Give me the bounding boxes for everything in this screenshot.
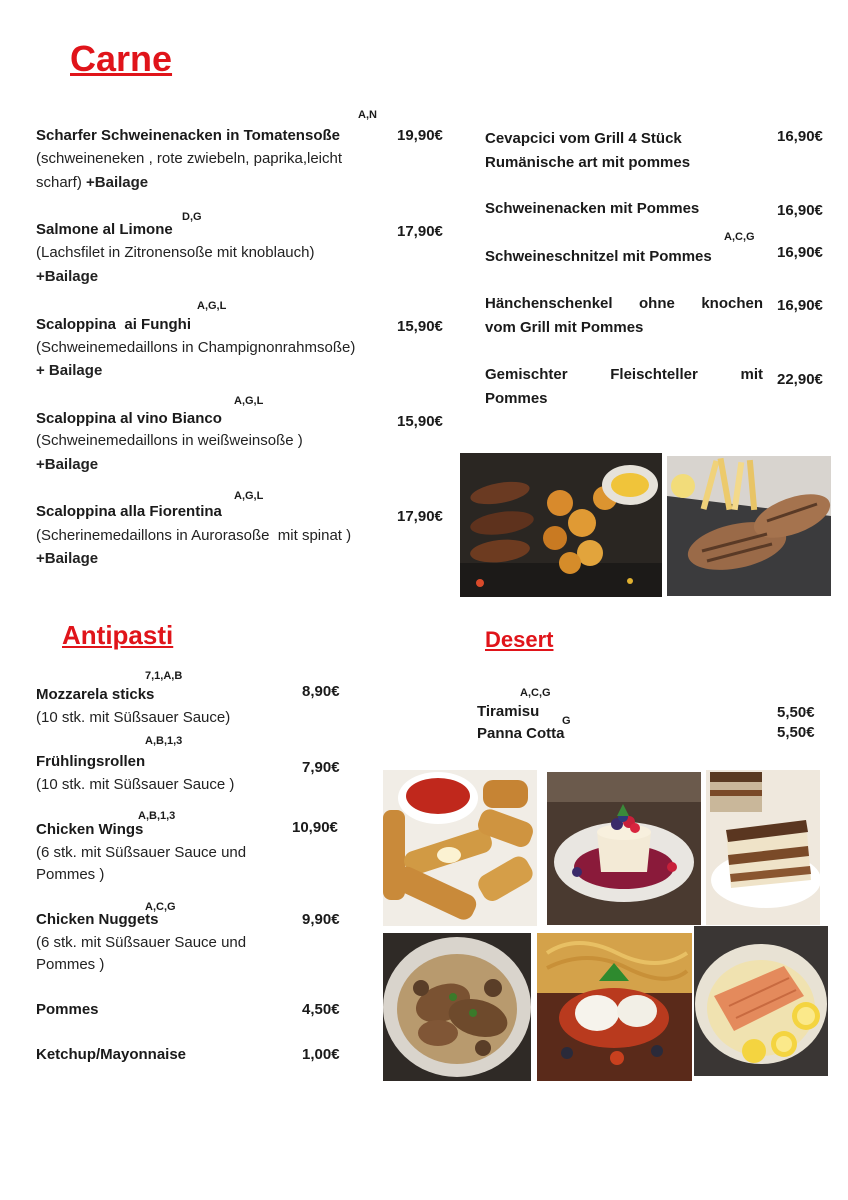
dish-price: 15,90€ xyxy=(397,413,443,430)
allergen-codes: A,C,G xyxy=(520,687,551,699)
allergen-codes: A,C,G xyxy=(145,901,176,913)
dish-name: Mozzarela sticks xyxy=(36,686,155,703)
dish-name xyxy=(485,295,763,312)
scaloppina-fiorentina-photo xyxy=(537,933,692,1081)
dish-name: Chicken Wings xyxy=(36,821,144,838)
dish-price: 16,90€ xyxy=(777,244,823,261)
dish-description: (Schweinemedaillons in weißweinsoße ) xyxy=(36,432,303,449)
allergen-codes: D,G xyxy=(182,211,202,223)
description-text: scharf) xyxy=(36,174,82,191)
dish-name-word: ohne xyxy=(639,295,675,312)
allergen-codes: 7,1,A,B xyxy=(145,670,183,682)
dish-name: Schweineschnitzel mit Pommes xyxy=(485,248,712,265)
dish-description-line2: Pommes ) xyxy=(36,866,105,883)
dish-name: Scaloppina al vino Bianco xyxy=(36,410,222,427)
scaloppina-funghi-photo xyxy=(383,933,531,1081)
allergen-codes: A,G,L xyxy=(234,395,264,407)
dish-price: 19,90€ xyxy=(397,127,443,144)
dish-description-line2: Pommes ) xyxy=(36,956,105,973)
dish-price: 22,90€ xyxy=(777,371,823,388)
dish-price: 4,50€ xyxy=(302,1001,340,1018)
side-dish-label: +Bailage xyxy=(36,550,99,567)
dish-price: 9,90€ xyxy=(302,911,340,928)
antipasti-heading: Antipasti xyxy=(62,620,174,650)
dish-price: 16,90€ xyxy=(777,128,823,145)
dish-name xyxy=(485,366,763,383)
allergen-codes: A,G,L xyxy=(197,300,227,312)
dish-description: (6 stk. mit Süßsauer Sauce und xyxy=(36,934,247,951)
dish-description: (10 stk. mit Süßsauer Sauce) xyxy=(36,709,231,726)
allergen-codes: A,N xyxy=(358,109,377,121)
dish-name: Scaloppina alla Fiorentina xyxy=(36,503,222,520)
dish-price: 17,90€ xyxy=(397,508,443,525)
dish-price: 10,90€ xyxy=(292,819,338,836)
dish-name-line2: Pommes xyxy=(485,390,548,407)
cevapcici-photo xyxy=(460,453,662,597)
dish-name: Scharfer Schweinenacken in Tomatensoße xyxy=(36,127,340,144)
panna-cotta-photo xyxy=(547,772,701,925)
dish-name-word: mit xyxy=(740,366,763,383)
dish-name-line2: Rumänische art mit pommes xyxy=(485,154,691,171)
dish-name: Salmone al Limone xyxy=(36,221,173,238)
dish-description: (Schweinemedaillons in Champignonrahmsoße) xyxy=(36,339,356,356)
dish-name: Chicken Nuggets xyxy=(36,911,159,928)
side-dish-label: +Bailage xyxy=(86,174,149,191)
dish-description-line2 xyxy=(36,172,148,194)
dish-price: 1,00€ xyxy=(302,1046,340,1063)
dish-name: Cevapcici vom Grill 4 Stück xyxy=(485,130,682,147)
allergen-codes: A,B,1,3 xyxy=(138,810,176,822)
dish-price: 5,50€ xyxy=(777,704,815,721)
dish-price: 7,90€ xyxy=(302,759,340,776)
schweinenacken-photo xyxy=(667,456,831,596)
dish-name: Frühlingsrollen xyxy=(36,753,146,770)
dish-name: Ketchup/Mayonnaise xyxy=(36,1046,187,1063)
dish-description: (10 stk. mit Süßsauer Sauce ) xyxy=(36,776,235,793)
dish-name-word: Gemischter xyxy=(485,366,568,383)
dish-name-word: Hänchenschenkel xyxy=(485,295,613,312)
allergen-codes: A,G,L xyxy=(234,490,264,502)
dish-price: 8,90€ xyxy=(302,683,340,700)
dish-description: (6 stk. mit Süßsauer Sauce und xyxy=(36,844,247,861)
mozzarella-sticks-photo xyxy=(383,770,537,926)
carne-heading: Carne xyxy=(70,38,173,79)
dish-name: Pommes xyxy=(36,1001,99,1018)
dish-name-word: Fleischteller xyxy=(610,366,698,383)
dish-price: 5,50€ xyxy=(777,724,815,741)
dish-description: (Scherinemedaillons in Aurorasoße mit spinat ) xyxy=(36,527,352,544)
allergen-codes: G xyxy=(562,715,571,727)
dish-name-line2: vom Grill mit Pommes xyxy=(485,319,644,336)
dish-name: Scaloppina ai Funghi xyxy=(36,316,192,333)
side-dish-label: +Bailage xyxy=(36,456,99,473)
dish-description: (schweineneken , rote zwiebeln, paprika,leicht xyxy=(36,150,342,167)
dish-name: Tiramisu xyxy=(477,703,540,720)
tiramisu-photo xyxy=(706,770,820,925)
side-dish-label: +Bailage xyxy=(36,268,99,285)
desert-heading: Desert xyxy=(485,627,554,652)
allergen-codes: A,C,G xyxy=(724,231,755,243)
dish-description: (Lachsfilet in Zitronensoße mit knoblauch) xyxy=(36,244,315,261)
dish-price: 16,90€ xyxy=(777,202,823,219)
dish-price: 15,90€ xyxy=(397,318,443,335)
dish-name: Panna Cotta xyxy=(477,725,565,742)
dish-price: 17,90€ xyxy=(397,223,443,240)
allergen-codes: A,B,1,3 xyxy=(145,735,183,747)
dish-price: 16,90€ xyxy=(777,297,823,314)
salmone-limone-photo xyxy=(694,926,828,1076)
side-dish-label: + Bailage xyxy=(36,362,103,379)
dish-name: Schweinenacken mit Pommes xyxy=(485,200,700,217)
dish-name-word: knochen xyxy=(701,295,763,312)
